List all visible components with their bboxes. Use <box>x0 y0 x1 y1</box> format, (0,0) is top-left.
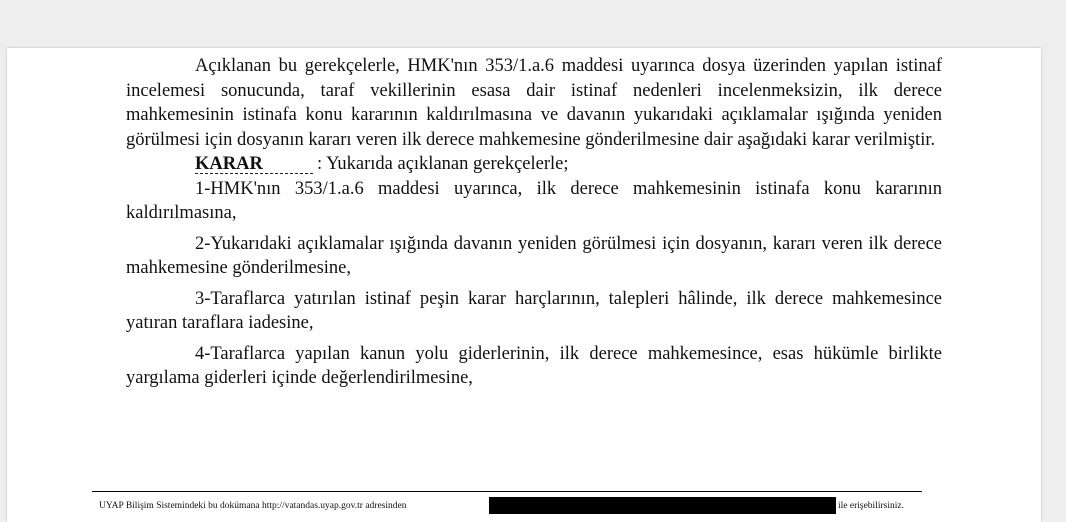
verdict-item-2: 2-Yukarıdaki açıklamalar ışığında davanın yeniden görülmesi için dosyanın, kararı veren ilk derece mahkemesine gönderilmesine, <box>126 233 942 278</box>
document-page <box>7 48 1041 522</box>
redaction-block <box>489 497 836 514</box>
karar-label: KARAR <box>195 155 313 174</box>
footer-access-suffix: ile erişebilirsiniz. <box>838 501 904 511</box>
opening-paragraph: Açıklanan bu gerekçelerle, HMK'nın 353/1.a.6 maddesi uyarınca dosya üzerinden yapılan istinaf incelemesi sonucunda, taraf vekillerinin esasa dair istinaf nedenleri incelenmeksizin, ilk derece mahkemesinin istinafa konu kararının kaldırılmasına ve davanın yukarıdaki açıklamalar ışığında yeniden görülmesi için dosyanın kararı veren ilk derece mahkemesine gönderilmesine dair aşağıdaki karar verilmiştir. <box>126 56 942 150</box>
karar-heading <box>126 152 942 177</box>
verdict-item-3: 3-Taraflarca yatırılan istinaf peşin karar harçlarının, talepleri hâlinde, ilk derece mahkemesince yatıran taraflara iadesine, <box>126 288 942 333</box>
document-body <box>126 54 942 391</box>
footer-divider <box>92 491 922 492</box>
footer <box>99 498 929 514</box>
verdict-item-1: 1-HMK'nın 353/1.a.6 maddesi uyarınca, ilk derece mahkemesinin istinafa konu kararının kaldırılmasına, <box>126 178 942 223</box>
karar-text: : Yukarıda açıklanan gerekçelerle; <box>317 154 569 174</box>
verdict-item-4: 4-Taraflarca yapılan kanun yolu giderlerinin, ilk derece mahkemesince, esas hükümle birlikte yargılama giderleri içinde değerlendirilmesine, <box>126 343 942 388</box>
footer-access-text: UYAP Bilişim Sistemindeki bu dokümana http://vatandas.uyap.gov.tr adresinden <box>99 501 407 511</box>
